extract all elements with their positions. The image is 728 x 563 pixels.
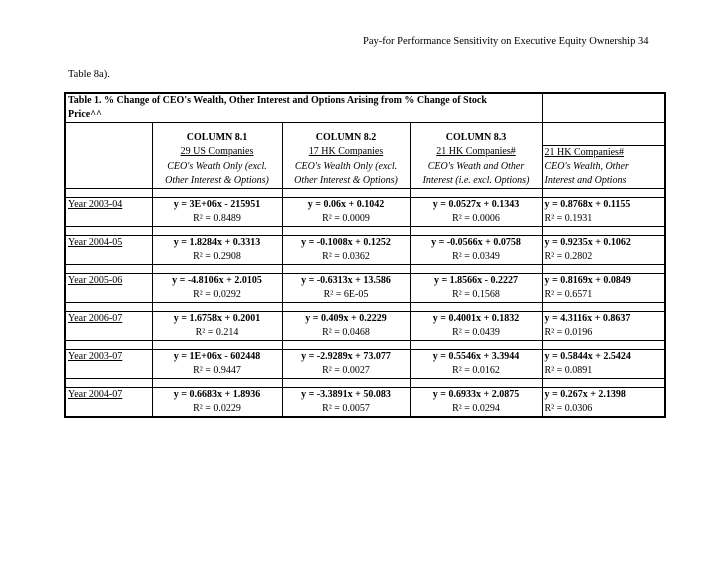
r-squared-value: R² = 0.0229 bbox=[152, 402, 282, 417]
column-desc: CEO's Weath and Other bbox=[410, 160, 542, 174]
r-squared-value: R² = 0.214 bbox=[152, 326, 282, 341]
r-squared-value: R² = 0.0292 bbox=[152, 288, 282, 303]
column-desc: CEO's Wealth, Other bbox=[544, 160, 629, 172]
r-squared-value: R² = 0.0196 bbox=[544, 326, 593, 338]
r-squared-value: R² = 0.1568 bbox=[410, 288, 542, 303]
table-title bbox=[65, 93, 542, 123]
r-squared-value: R² = 0.8489 bbox=[152, 212, 282, 227]
r-squared-value: R² = 0.0439 bbox=[410, 326, 542, 341]
table-title-row bbox=[65, 93, 665, 123]
table-row bbox=[65, 349, 665, 364]
regression-equation: y = -0.6313x + 13.586 bbox=[282, 273, 410, 288]
row-label: Year 2003-07 bbox=[68, 350, 123, 362]
column-heading: COLUMN 8.2 bbox=[282, 131, 410, 145]
column-heading-row bbox=[65, 131, 665, 145]
column-desc-row bbox=[65, 174, 665, 189]
column-heading bbox=[542, 131, 665, 145]
regression-equation: y = 0.5546x + 3.3944 bbox=[410, 349, 542, 364]
results-table bbox=[64, 92, 666, 418]
running-head: Pay-for Performance Sensitivity on Executive Equity Ownership 34 bbox=[363, 36, 649, 47]
regression-equation: y = 0.8768x + 0.1155 bbox=[542, 197, 665, 212]
r-squared-value: R² = 0.0306 bbox=[544, 402, 593, 414]
r-squared-value: R² = 0.0009 bbox=[282, 212, 410, 227]
table-row bbox=[65, 311, 665, 326]
regression-equation: y = 3E+06x - 215951 bbox=[152, 197, 282, 212]
regression-equation: y = -2.9289x + 73.077 bbox=[282, 349, 410, 364]
column-desc-row bbox=[65, 160, 665, 174]
table-row bbox=[65, 288, 665, 303]
row-label: Year 2006-07 bbox=[68, 312, 123, 324]
data-rows bbox=[65, 188, 665, 417]
table-row bbox=[65, 273, 665, 288]
table-row bbox=[65, 402, 665, 417]
column-desc: Interest and Options bbox=[544, 174, 627, 186]
column-desc: CEO's Wealth Only (excl. bbox=[282, 160, 410, 174]
table-row bbox=[65, 235, 665, 250]
table-row bbox=[65, 197, 665, 212]
spacer-row bbox=[65, 188, 665, 197]
table-row bbox=[65, 326, 665, 341]
r-squared-value: R² = 0.0294 bbox=[410, 402, 542, 417]
table-row bbox=[65, 250, 665, 265]
regression-equation: y = 0.06x + 0.1042 bbox=[282, 197, 410, 212]
table-row bbox=[65, 364, 665, 379]
regression-equation: y = -0.1008x + 0.1252 bbox=[282, 235, 410, 250]
row-label: Year 2004-07 bbox=[68, 388, 123, 400]
table-row bbox=[65, 212, 665, 227]
table-title-line1: Table 1. % Change of CEO's Wealth, Other Interest and Options Arising from % Change of Stock bbox=[68, 95, 487, 106]
column-sample: 21 HK Companies# bbox=[542, 145, 665, 160]
r-squared-value: R² = 0.1931 bbox=[544, 212, 593, 224]
column-heading: COLUMN 8.1 bbox=[152, 131, 282, 145]
spacer-row bbox=[65, 123, 665, 132]
row-label: Year 2003-04 bbox=[68, 198, 123, 210]
regression-equation: y = 0.9235x + 0.1062 bbox=[542, 235, 665, 250]
r-squared-value: R² = 0.0349 bbox=[410, 250, 542, 265]
column-heading: COLUMN 8.3 bbox=[410, 131, 542, 145]
column-desc: CEO's Weath Only (excl. bbox=[152, 160, 282, 174]
regression-equation: y = 0.267x + 2.1398 bbox=[542, 387, 665, 402]
regression-equation: y = -4.8106x + 2.0105 bbox=[152, 273, 282, 288]
column-sample-row bbox=[65, 145, 665, 160]
r-squared-value: R² = 0.0057 bbox=[282, 402, 410, 417]
regression-equation: y = 0.6933x + 2.0875 bbox=[410, 387, 542, 402]
r-squared-value: R² = 0.9447 bbox=[152, 364, 282, 379]
regression-equation: y = 1.8566x - 0.2227 bbox=[410, 273, 542, 288]
row-label: Year 2005-06 bbox=[68, 274, 123, 286]
regression-equation: y = -3.3891x + 50.083 bbox=[282, 387, 410, 402]
r-squared-value: R² = 0.2908 bbox=[152, 250, 282, 265]
regression-equation: y = 1.6758x + 0.2001 bbox=[152, 311, 282, 326]
column-sample: 17 HK Companies bbox=[282, 145, 410, 160]
row-label: Year 2004-05 bbox=[68, 236, 123, 248]
r-squared-value: R² = 0.0891 bbox=[544, 364, 593, 376]
regression-equation: y = 4.3116x + 0.8637 bbox=[542, 311, 665, 326]
column-sample: 29 US Companies bbox=[152, 145, 282, 160]
r-squared-value: R² = 6E-05 bbox=[282, 288, 410, 303]
r-squared-value: R² = 0.0362 bbox=[282, 250, 410, 265]
table-caption: Table 8a). bbox=[68, 69, 110, 80]
table-row bbox=[65, 387, 665, 402]
regression-equation: y = 0.4001x + 0.1832 bbox=[410, 311, 542, 326]
column-desc: Other Interest & Options) bbox=[282, 174, 410, 189]
column-desc: Other Interest & Options) bbox=[152, 174, 282, 189]
r-squared-value: R² = 0.6571 bbox=[544, 288, 593, 300]
spacer-row bbox=[65, 264, 665, 273]
r-squared-value: R² = 0.0162 bbox=[410, 364, 542, 379]
regression-equation: y = -0.0566x + 0.0758 bbox=[410, 235, 542, 250]
spacer-row bbox=[65, 226, 665, 235]
r-squared-value: R² = 0.0027 bbox=[282, 364, 410, 379]
title-blank-cell bbox=[542, 93, 665, 123]
regression-equation: y = 0.0527x + 0.1343 bbox=[410, 197, 542, 212]
column-sample: 21 HK Companies# bbox=[410, 145, 542, 160]
regression-equation: y = 0.5844x + 2.5424 bbox=[542, 349, 665, 364]
regression-equation: y = 0.6683x + 1.8936 bbox=[152, 387, 282, 402]
r-squared-value: R² = 0.2802 bbox=[544, 250, 593, 262]
column-desc: Interest (i.e. excl. Options) bbox=[410, 174, 542, 189]
regression-equation: y = 1E+06x - 602448 bbox=[152, 349, 282, 364]
r-squared-value: R² = 0.0006 bbox=[410, 212, 542, 227]
spacer-row bbox=[65, 302, 665, 311]
regression-equation: y = 0.409x + 0.2229 bbox=[282, 311, 410, 326]
regression-equation: y = 1.8284x + 0.3313 bbox=[152, 235, 282, 250]
regression-equation: y = 0.8169x + 0.0849 bbox=[542, 273, 665, 288]
spacer-row bbox=[65, 378, 665, 387]
r-squared-value: R² = 0.0468 bbox=[282, 326, 410, 341]
table-title-line2: Price^^ bbox=[68, 109, 102, 120]
spacer-row bbox=[65, 340, 665, 349]
